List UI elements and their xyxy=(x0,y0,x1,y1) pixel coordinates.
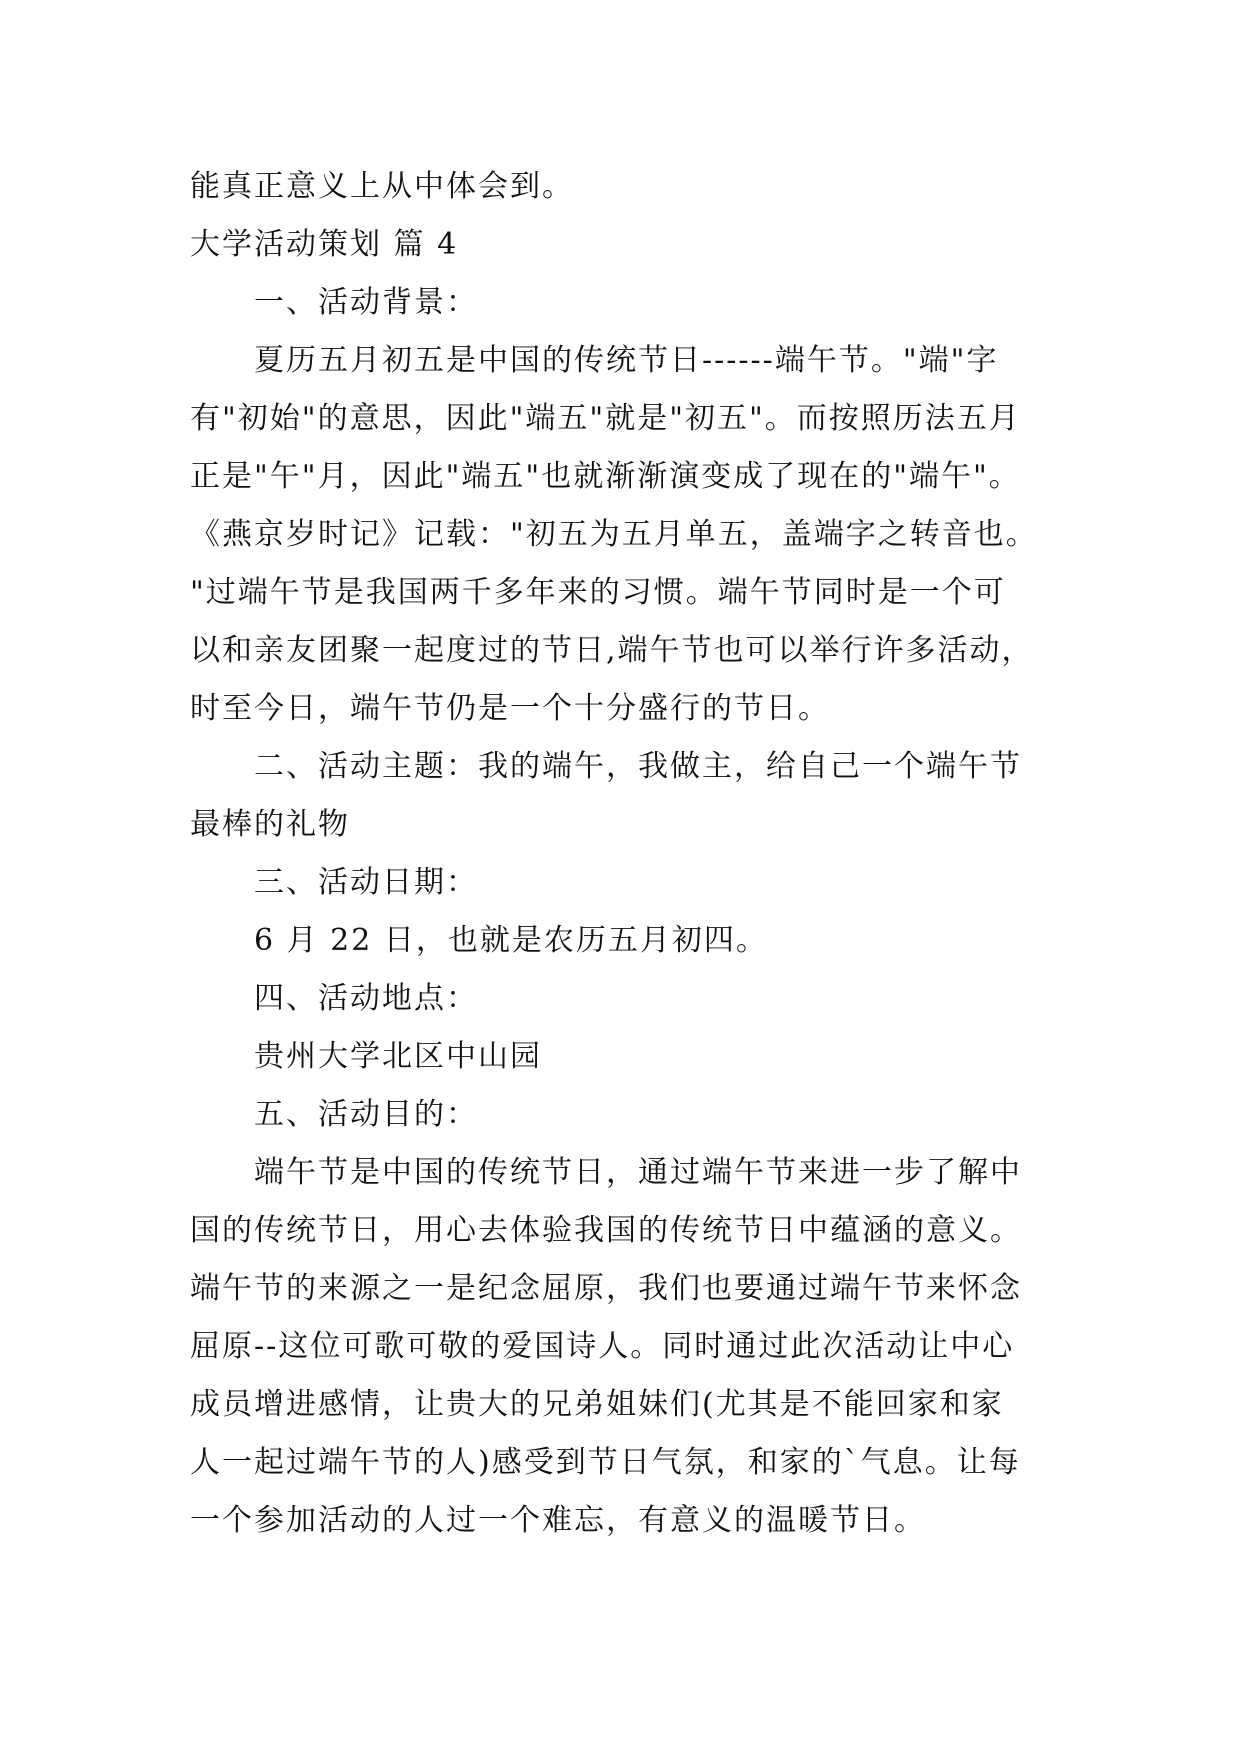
paragraph-line: 人一起过端午节的人)感受到节日气氛，和家的`气息。让每 xyxy=(190,1445,1021,1480)
paragraph-line: 端午节的来源之一是纪念屈原，我们也要通过端午节来怀念 xyxy=(190,1271,1022,1306)
heading-background: 一、活动背景： xyxy=(254,285,478,320)
paragraph-line: 夏历五月初五是中国的传统节日------端午节。"端"字 xyxy=(254,343,999,378)
paragraph-line: 成员增进感情，让贵大的兄弟姐妹们(尤其是不能回家和家 xyxy=(190,1387,1004,1422)
paragraph-line: 一个参加活动的人过一个难忘，有意义的温暖节日。 xyxy=(190,1503,926,1538)
heading-location: 四、活动地点： xyxy=(254,981,478,1016)
paragraph-line: 《燕京岁时记》记载："初五为五月单五，盖端字之转音也。 xyxy=(190,517,1038,552)
paragraph-line: 能真正意义上从中体会到。 xyxy=(190,169,574,204)
section-title: 大学活动策划 篇 4 xyxy=(190,227,459,262)
paragraph-line: "过端午节是我国两千多年来的习惯。端午节同时是一个可 xyxy=(190,575,1006,610)
paragraph-line: 屈原--这位可歌可敬的爱国诗人。同时通过此次活动让中心 xyxy=(190,1329,1015,1364)
heading-theme: 二、活动主题：我的端午，我做主，给自己一个端午节 xyxy=(254,749,1022,784)
paragraph-line: 正是"午"月，因此"端五"也就渐渐演变成了现在的"端午"。 xyxy=(190,459,1021,494)
paragraph-line: 最棒的礼物 xyxy=(190,807,350,842)
paragraph-line: 时至今日，端午节仍是一个十分盛行的节日。 xyxy=(190,691,830,726)
heading-purpose: 五、活动目的： xyxy=(254,1097,478,1132)
paragraph-line: 有"初始"的意思，因此"端五"就是"初五"。而按照历法五月 xyxy=(190,401,1021,436)
document-body xyxy=(190,158,1070,1550)
paragraph-line: 国的传统节日，用心去体验我国的传统节日中蕴涵的意义。 xyxy=(190,1213,1022,1248)
paragraph-line: 6 月 22 日，也就是农历五月初四。 xyxy=(254,923,768,958)
paragraph-line: 以和亲友团聚一起度过的节日,端午节也可以举行许多活动， xyxy=(190,633,1034,668)
paragraph-line: 端午节是中国的传统节日，通过端午节来进一步了解中 xyxy=(254,1155,1022,1190)
paragraph-line: 贵州大学北区中山园 xyxy=(254,1039,542,1074)
heading-date: 三、活动日期： xyxy=(254,865,478,900)
